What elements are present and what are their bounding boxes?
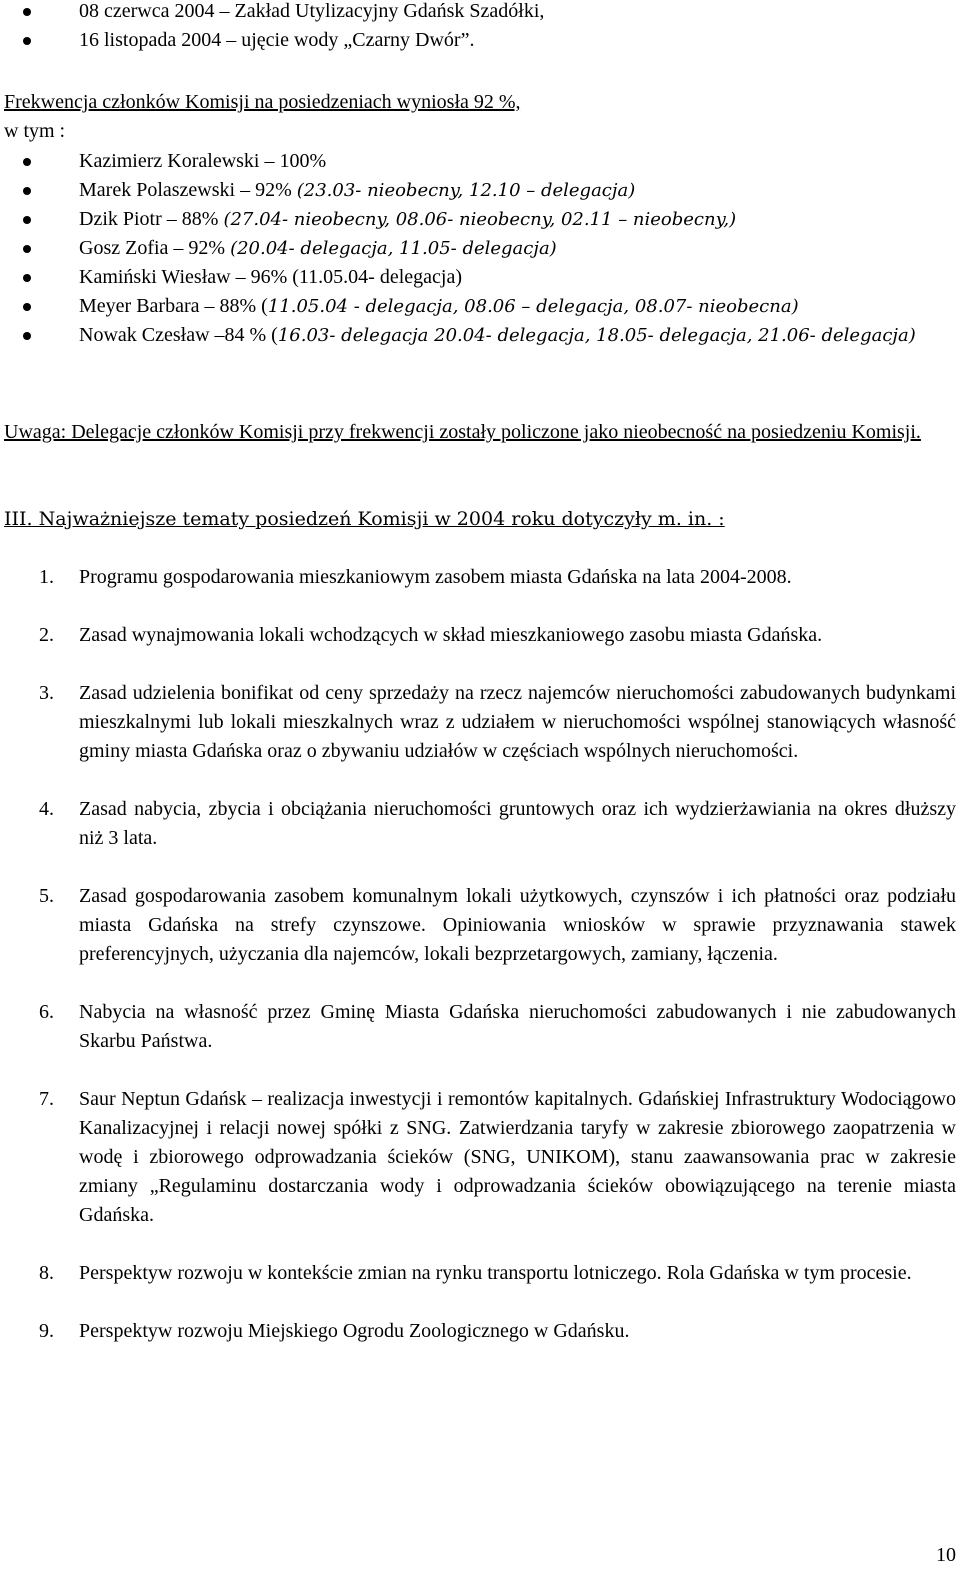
member-item: Nowak Czesław –84 % (16.03- delegacja 20.04- delegacja, 18.05- delegacja, 21.06- delegacja) <box>0 321 956 350</box>
bullet-icon <box>23 158 31 166</box>
bullet-icon <box>23 245 31 253</box>
member-item: Kamiński Wiesław – 96% (11.05.04- delegacja) <box>0 263 956 292</box>
topic-item: 6. Nabycia na własność przez Gminę Miasta Gdańska nieruchomości zabudowanych i nie zabudowanych Skarbu Państwa. <box>39 1001 956 1052</box>
topic-item: 1. Programu gospodarowania mieszkaniowym zasobem miasta Gdańska na lata 2004-2008. <box>39 566 792 588</box>
section-heading: III. Najważniejsze tematy posiedzeń Komisji w 2004 roku dotyczyły m. in. : <box>4 508 725 530</box>
member-list <box>0 147 956 350</box>
attendance-text: Frekwencja członków Komisji na posiedzeniach wyniosła 92 %, <box>4 91 521 113</box>
topic-item: 4. Zasad nabycia, zbycia i obciążania nieruchomości gruntowych oraz ich wydzierżawiania na okres dłuższy niż 3 lata. <box>39 798 956 849</box>
bullet-icon <box>23 187 31 195</box>
bullet-icon <box>23 303 31 311</box>
page-number: 10 <box>936 1544 956 1566</box>
topic-item: 2. Zasad wynajmowania lokali wchodzących w skład mieszkaniowego zasobu miasta Gdańska. <box>39 624 823 646</box>
topic-item: 7. Saur Neptun Gdańsk – realizacja inwestycji i remontów kapitalnych. Gdańskiej Infrastruktury Wodociągowo Kanalizacyjnej i relacji nowej spółki z SNG. Zatwierdzania taryfy w zakresie zbiorowego zaopatrzenia w wodę i zbiorowego odprowadzania ścieków (SNG, UNIKOM), stanu zaawansowania prac w zakresie zmiany „Regulaminu dostarczania wody i odprowadzania ścieków obowiązującego na terenie miasta Gdańska. <box>39 1088 956 1226</box>
list-item: 08 czerwca 2004 – Zakład Utylizacyjny Gdańsk Szadółki, <box>0 0 956 26</box>
member-item: Marek Polaszewski – 92% (23.03- nieobecny, 12.10 – delegacja) <box>0 176 956 205</box>
list-item: 16 listopada 2004 – ujęcie wody „Czarny Dwór”. <box>0 26 956 55</box>
topic-item: 3. Zasad udzielenia bonifikat od ceny sprzedaży na rzecz najemców nieruchomości zabudowanych budynkami mieszkalnymi lub lokali mieszkalnych wraz z udziałem w nieruchomości wspólnej stanowiących własność gminy miasta Gdańska oraz o zbywaniu udziałów w częściach wspólnych nieruchomości. <box>39 682 956 762</box>
bullet-icon <box>23 332 31 340</box>
topic-item: 5. Zasad gospodarowania zasobem komunalnym lokali użytkowych, czynszów i ich płatności oraz podziału miasta Gdańska na strefy czynszowe. Opiniowania wniosków w sprawie przyznawania stawek preferencyjnych, użyczania dla najemców, lokali bezprzetargowych, zamiany, łączenia. <box>39 885 956 965</box>
bullet-icon <box>23 274 31 282</box>
member-item: Gosz Zofia – 92% (20.04- delegacja, 11.05- delegacja) <box>0 234 956 263</box>
member-item: Meyer Barbara – 88% (11.05.04 - delegacja, 08.06 – delegacja, 08.07- nieobecna) <box>0 292 956 321</box>
member-item: Dzik Piotr – 88% (27.04- nieobecny, 08.06- nieobecny, 02.11 – nieobecny,) <box>0 205 956 234</box>
bullet-icon <box>23 8 31 16</box>
bullet-icon <box>23 216 31 224</box>
topic-item: 9. Perspektyw rozwoju Miejskiego Ogrodu Zoologicznego w Gdańsku. <box>39 1320 630 1342</box>
topic-item: 8. Perspektyw rozwoju w kontekście zmian na rynku transportu lotniczego. Rola Gdańska w tym procesie. <box>39 1262 912 1284</box>
topics-list <box>4 563 956 1346</box>
bullet-icon <box>23 37 31 45</box>
attendance-subtext: w tym : <box>4 120 66 142</box>
top-bullet-list <box>0 0 956 55</box>
attendance-note: Uwaga: Delegacje członków Komisji przy frekwencji zostały policzone jako nieobecność na posiedzeniu Komisji. <box>4 421 921 443</box>
member-item: Kazimierz Koralewski – 100% <box>0 147 956 176</box>
